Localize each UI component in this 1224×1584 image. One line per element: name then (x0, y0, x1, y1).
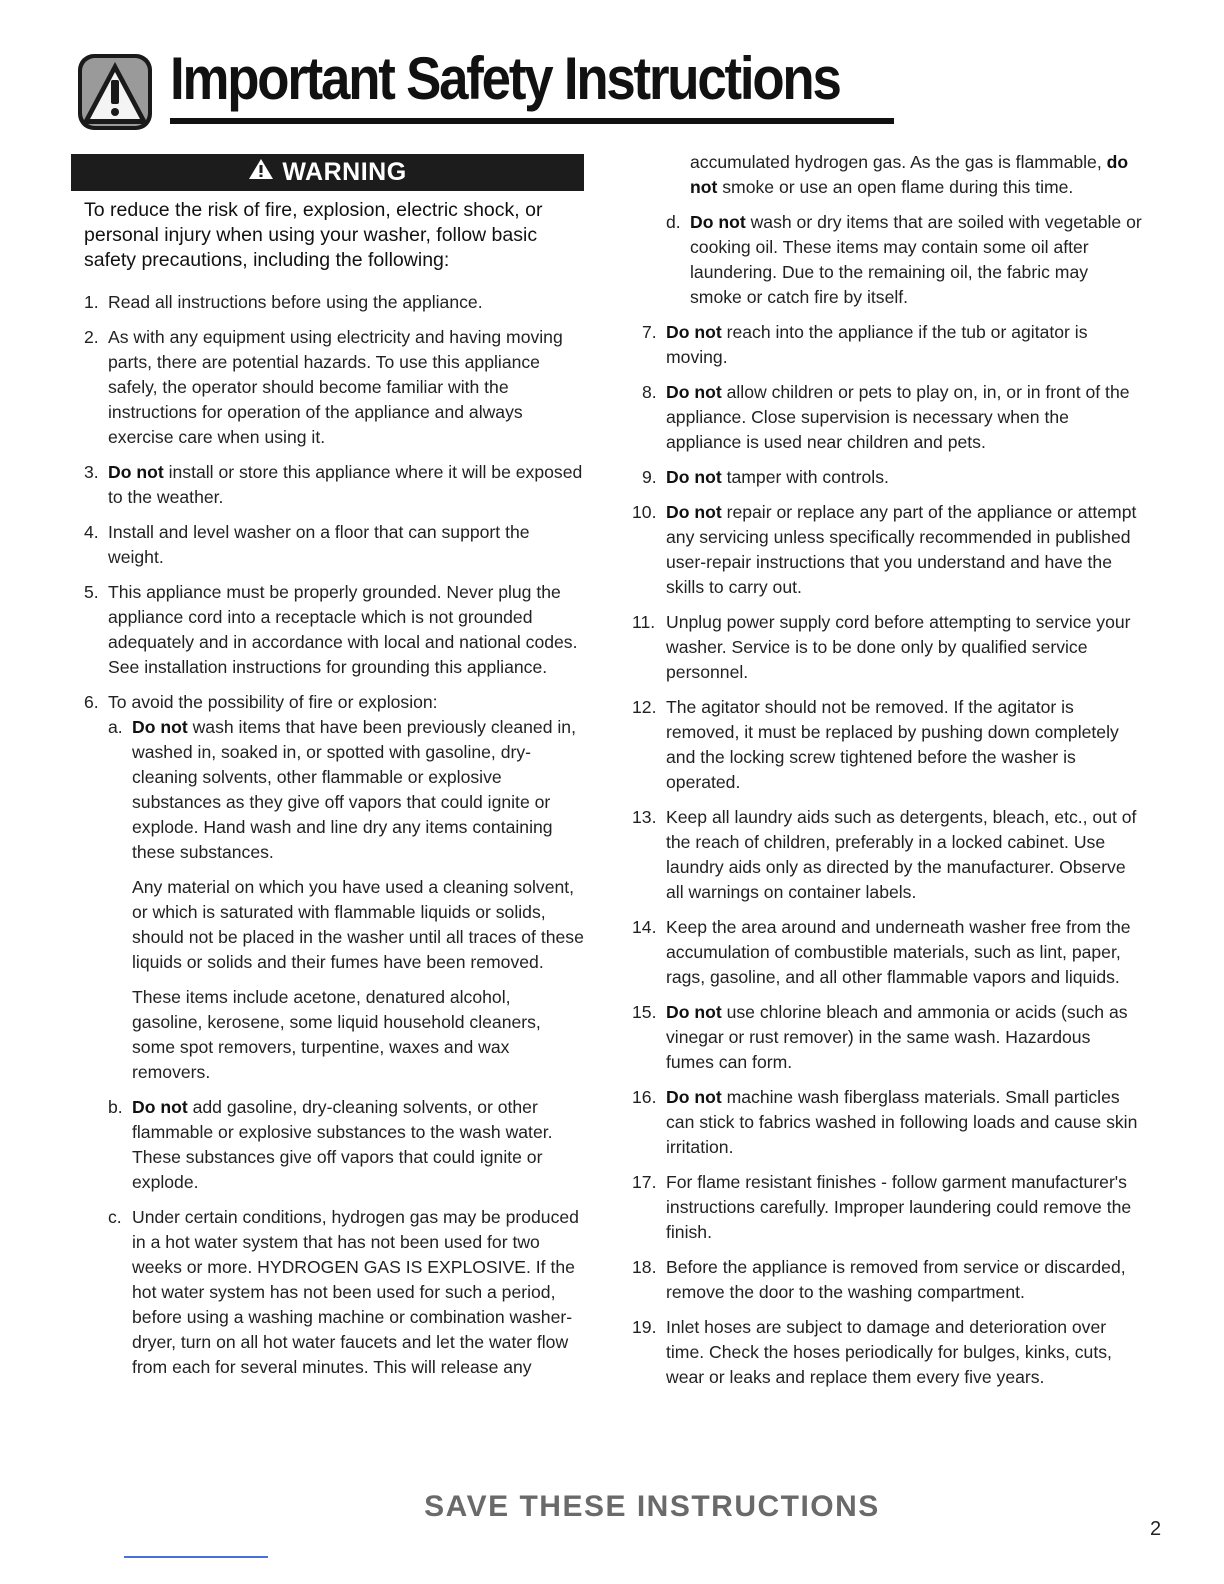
warning-intro: To reduce the risk of fire, explosion, electric shock, or personal injury when using your washer, follow basic safety precautions, including the following: (84, 199, 543, 271)
page-title: Important Safety Instructions (170, 45, 840, 112)
list-item (84, 520, 584, 570)
sub-item-letter: c. (108, 1207, 122, 1227)
emphasis-do-not: Do not (108, 462, 164, 482)
sub-item-letter: a. (108, 717, 123, 737)
item-number: 10. (632, 502, 657, 522)
item-number: 18. (632, 1257, 657, 1277)
item-text: allow children or pets to play on, in, or in front of the appliance. Close supervision is necessary when the appliance is used near children and pets. (666, 382, 1130, 452)
sub-item-letter: d. (666, 212, 681, 232)
decorative-rule (124, 1556, 268, 1558)
item-number: 19. (632, 1317, 657, 1337)
continuation-text: accumulated hydrogen gas. As the gas is flammable, (690, 152, 1107, 172)
item-text: To avoid the possibility of fire or explosion: (108, 692, 438, 712)
sub-item-text: Under certain conditions, hydrogen gas may be produced in a hot water system that has not been used for two weeks or more. HYDROGEN GAS IS EXPLOSIVE. If the hot water system has not been used for such a period, before using a washing machine or combination washer-dryer, turn on all hot water faucets and let the water flow from each for several minutes. This will release any (132, 1207, 579, 1377)
list-item (84, 325, 584, 450)
item-text: Keep the area around and underneath washer free from the accumulation of combustible materials, such as lint, paper, rags, gasoline, and all other flammable vapors and liquids. (666, 917, 1131, 987)
list-item (84, 580, 584, 680)
list-item (84, 690, 584, 1380)
list-item (632, 465, 1142, 490)
sub-item-continuation (632, 150, 1142, 200)
item-text: Unplug power supply cord before attempting to service your washer. Service is to be done only by qualified service personnel. (666, 612, 1131, 682)
item-number: 9. (642, 467, 657, 487)
item-number: 5. (84, 582, 99, 602)
sub-item (108, 1205, 584, 1380)
list-item (632, 695, 1142, 795)
list-item (632, 320, 1142, 370)
footer-text: SAVE THESE INSTRUCTIONS (424, 1490, 880, 1523)
item-text: install or store this appliance where it will be exposed to the weather. (108, 462, 583, 507)
item-number: 3. (84, 462, 99, 482)
item-number: 14. (632, 917, 657, 937)
warning-banner (71, 154, 584, 191)
emphasis-do-not: Do not (666, 1087, 722, 1107)
emphasis-do-not: Do not (666, 322, 722, 342)
list-item (632, 1170, 1142, 1245)
right-column (632, 150, 1142, 1400)
item-number: 1. (84, 292, 99, 312)
item-text: Keep all laundry aids such as detergents, bleach, etc., out of the reach of children, preferably in a locked cabinet. Use laundry aids only as directed by the manufacturer. Observe all warnings on container labels. (666, 807, 1137, 902)
item-text: tamper with controls. (721, 467, 889, 487)
list-item (84, 460, 584, 510)
sub-item (108, 715, 584, 1085)
item-text: reach into the appliance if the tub or agitator is moving. (666, 322, 1088, 367)
warning-label: WARNING (282, 158, 407, 186)
left-column (84, 290, 584, 1390)
sub-item-paragraph: These items include acetone, denatured alcohol, gasoline, kerosene, some liquid household cleaners, some spot removers, turpentine, waxes and wax removers. (132, 987, 541, 1082)
sub-item (108, 1095, 584, 1195)
item-number: 6. (84, 692, 99, 712)
sub-item-text: add gasoline, dry-cleaning solvents, or other flammable or explosive substances to the wash water. These substances give off vapors that could ignite or explode. (132, 1097, 553, 1192)
sub-item-letter: b. (108, 1097, 123, 1117)
list-item (632, 1315, 1142, 1390)
item-number: 11. (632, 612, 656, 632)
list-item (632, 805, 1142, 905)
item-text: Read all instructions before using the appliance. (108, 292, 483, 312)
list-item (632, 500, 1142, 600)
title-underline (170, 118, 894, 124)
page-header (76, 30, 840, 130)
emphasis-do-not: Do not (666, 382, 722, 402)
emphasis-do-not: do not (690, 152, 1129, 197)
item-number: 12. (632, 697, 657, 717)
emphasis-do-not: Do not (132, 1097, 188, 1117)
item-number: 8. (642, 382, 657, 402)
item-number: 7. (642, 322, 657, 342)
item-number: 17. (632, 1172, 657, 1192)
list-item (84, 290, 584, 315)
list-item (632, 1255, 1142, 1305)
sub-item-paragraph: Any material on which you have used a cleaning solvent, or which is saturated with flammable liquids or solids, should not be placed in the washer until all traces of these liquids or solids and their fumes have been removed. (132, 877, 584, 972)
item-number: 15. (632, 1002, 657, 1022)
list-item (632, 1085, 1142, 1160)
emphasis-do-not: Do not (690, 212, 746, 232)
save-instructions-footer (0, 1490, 1224, 1524)
sub-item (666, 210, 1142, 310)
item-text: repair or replace any part of the appliance or attempt any servicing unless specifically recommended in published user-repair instructions that you understand and have the skills to carry out. (666, 502, 1137, 597)
item-number: 16. (632, 1087, 657, 1107)
item-text: The agitator should not be removed. If the agitator is removed, it must be replaced by pushing down completely and the locking screw tightened before the washer is operated. (666, 697, 1119, 792)
item-text: Before the appliance is removed from service or discarded, remove the door to the washing compartment. (666, 1257, 1126, 1302)
emphasis-do-not: Do not (132, 717, 188, 737)
emphasis-do-not: Do not (666, 1002, 722, 1022)
sub-item-text: wash items that have been previously cleaned in, washed in, soaked in, or spotted with gasoline, dry-cleaning solvents, other flammable or explosive substances as they give off vapors that could ignite or explode. Hand wash and line dry any items containing these substances. (132, 717, 576, 862)
emphasis-do-not: Do not (666, 467, 722, 487)
list-item (632, 610, 1142, 685)
item-text: Install and level washer on a floor that can support the weight. (108, 522, 530, 567)
item-number: 13. (632, 807, 657, 827)
continuation-text: smoke or use an open flame during this time. (717, 177, 1074, 197)
item-text: Inlet hoses are subject to damage and deterioration over time. Check the hoses periodically for bulges, kinks, cuts, wear or leaks and replace them every five years. (666, 1317, 1112, 1387)
page-number: 2 (1150, 1518, 1162, 1540)
item-number: 4. (84, 522, 99, 542)
warning-triangle-icon (248, 158, 274, 187)
list-item (632, 915, 1142, 990)
list-item (632, 1000, 1142, 1075)
item-text: machine wash fiberglass materials. Small particles can stick to fabrics washed in following loads and cause skin irritation. (666, 1087, 1138, 1157)
item-text: For flame resistant finishes - follow garment manufacturer's instructions carefully. Improper laundering could remove the finish. (666, 1172, 1132, 1242)
item-number: 2. (84, 327, 99, 347)
item-text: This appliance must be properly grounded. Never plug the appliance cord into a receptacle which is not grounded adequately and in accordance with local and national codes. See installation instructions for grounding this appliance. (108, 582, 578, 677)
emphasis-do-not: Do not (666, 502, 722, 522)
list-item (632, 380, 1142, 455)
item-text: use chlorine bleach and ammonia or acids (such as vinegar or rust remover) in the same wash. Hazardous fumes can form. (666, 1002, 1128, 1072)
safety-warning-icon (76, 52, 154, 132)
sub-item-text: wash or dry items that are soiled with vegetable or cooking oil. These items may contain some oil after laundering. Due to the remaining oil, the fabric may smoke or catch fire by itself. (690, 212, 1142, 307)
item-text: As with any equipment using electricity and having moving parts, there are potential hazards. To use this appliance safely, the operator should become familiar with the instructions for operation of the appliance and always exercise care when using it. (108, 327, 563, 447)
